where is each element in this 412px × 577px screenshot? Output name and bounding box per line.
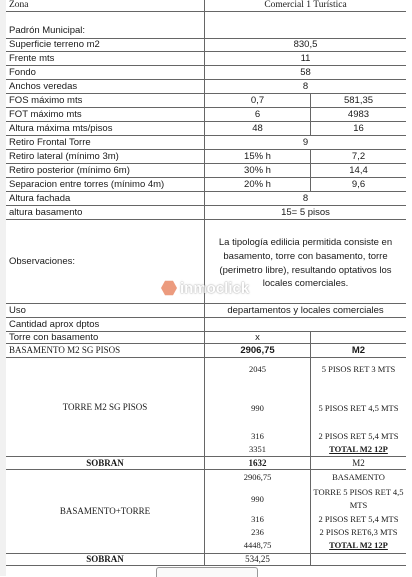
row-retiro-lateral [6,150,406,164]
zona-label: Zona [9,0,29,10]
separacion-a: 20% h [204,178,310,191]
cantidad-label: Cantidad aprox dptos [9,318,100,330]
torre-con-basamento-value: x [204,332,310,343]
torre-m2-desc-4: TOTAL M2 12P [329,444,388,454]
row-altura-basamento [6,206,406,220]
basamento-torre-desc-5: TOTAL M2 12P [329,540,388,550]
altura-basamento-label: altura basamento [9,206,83,218]
fos-a: 0,7 [204,94,310,107]
separacion-label: Separacion entre torres (mínimo 4m) [9,178,165,190]
row-fos [6,94,406,108]
torre-m2-label: TORRE M2 SG PISOS [62,401,148,412]
torre-m2-value-2: 990 [251,403,264,413]
inmoclick-watermark [161,276,265,300]
padron-value [204,12,406,38]
sobran-1-unit: M2 [310,457,406,469]
separacion-b: 9,6 [310,178,406,191]
row-uso [6,304,406,318]
torre-m2-values [204,358,310,456]
retiro-posterior-label: Retiro posterior (mínimo 6m) [9,164,130,176]
basamento-torre-value-4: 236 [251,527,264,537]
superficie-label: Superficie terreno m2 [9,39,100,51]
row-superficie [6,39,406,52]
superficie-value: 830,5 [204,39,406,51]
basamento-torre-desc-2: TORRE 5 PISOS RET 4,5 MTS [313,487,404,510]
torre-m2-value-3: 316 [251,431,264,441]
retiro-frontal-label: Retiro Frontal Torre [9,136,91,148]
row-fot [6,108,406,122]
basamento-torre-desc-1: BASAMENTO [332,472,385,482]
retiro-lateral-label: Retiro lateral (mínimo 3m) [9,150,119,162]
altura-max-a: 48 [204,122,310,135]
row-sobran-1 [6,457,406,470]
basamento-torre-values [204,470,310,553]
row-altura-fachada [6,192,406,206]
uso-label: Uso [9,304,26,316]
retiro-lateral-b: 7,2 [310,150,406,163]
row-torre-m2 [6,358,406,457]
row-zona [6,0,406,12]
torre-m2-desc-1: 5 PISOS RET 3 MTS [321,364,396,374]
row-separacion [6,178,406,192]
padron-label: Padrón Municipal: [9,24,86,36]
fos-b: 581,35 [310,94,406,107]
fot-label: FOT máximo mts [9,108,82,120]
basamento-torre-desc-3: 2 PISOS RET 5,4 MTS [318,514,399,524]
fot-b: 4983 [310,108,406,121]
sobran-2-empty [310,554,406,565]
torre-con-basamento-empty [310,332,406,343]
inmoclick-logo-icon [161,280,177,296]
basamento-torre-value-3: 316 [251,514,264,524]
row-basamento-torre [6,470,406,554]
altura-fachada-value: 8 [204,192,406,205]
row-padron [6,12,406,39]
altura-fachada-label: Altura fachada [9,192,71,204]
row-cantidad [6,318,406,332]
frente-label: Frente mts [9,52,55,64]
torre-m2-value-1: 2045 [249,364,266,374]
basamento-torre-value-2: 990 [251,494,264,504]
row-frente [6,52,406,66]
row-fondo [6,66,406,80]
torre-m2-descs [310,358,406,456]
anchos-label: Anchos veredas [9,80,78,92]
frente-value: 11 [204,52,406,65]
altura-max-b: 16 [310,122,406,135]
row-altura-max [6,122,406,136]
fos-label: FOS máximo mts [9,94,83,106]
cantidad-value [204,318,406,331]
observaciones-label: Observaciones: [9,255,76,267]
zona-value: Comercial 1 Turística [204,0,406,11]
fondo-label: Fondo [9,66,36,78]
fondo-value: 58 [204,66,406,79]
altura-max-label: Altura máxima mts/pisos [9,122,113,134]
retiro-lateral-a: 15% h [204,150,310,163]
retiro-posterior-b: 14,4 [310,164,406,177]
row-sobran-2 [6,554,406,566]
basamento-torre-desc-4: 2 PISOS RET6,3 MTS [319,527,398,537]
basamento-torre-value-1: 2906,75 [243,472,272,482]
basamento-m2-value: 2906,75 [204,344,310,357]
retiro-frontal-value: 9 [204,136,406,149]
basamento-torre-descs [310,470,406,553]
fot-a: 6 [204,108,310,121]
row-basamento-m2 [6,344,406,358]
zoning-sheet [6,0,406,568]
torre-con-basamento-label: Torre con basamento [9,332,99,343]
anchos-value: 8 [204,80,406,93]
torre-m2-desc-3: 2 PISOS RET 5,4 MTS [318,431,399,441]
altura-basamento-value: 15= 5 pisos [204,206,406,219]
retiro-posterior-a: 30% h [204,164,310,177]
torre-m2-value-4: 3351 [249,444,266,454]
sobran-2-label: SOBRAN [86,554,124,564]
row-torre-con-basamento [6,332,406,344]
basamento-torre-value-5: 4448,75 [243,540,272,550]
basamento-m2-label: BASAMENTO M2 SG PISOS [9,345,121,355]
watermark-text: inmoclick [180,279,250,297]
sobran-2-value: 534,25 [204,554,310,565]
sobran-1-label: SOBRAN [86,457,124,468]
row-retiro-posterior [6,164,406,178]
row-anchos [6,80,406,94]
basamento-m2-unit: M2 [310,344,406,357]
torre-m2-desc-2: 5 PISOS RET 4,5 MTS [318,403,399,413]
sobran-1-value: 1632 [204,457,310,469]
row-retiro-frontal [6,136,406,150]
uso-value: departamentos y locales comerciales [204,304,406,317]
observaciones-text: La tipología edilicia permitida consiste en basamento, torre con basamento, torre (perimetro libre), resultando optativos los locales comerciales. [204,220,406,303]
basamento-torre-label: BASAMENTO+TORRE [59,506,151,516]
